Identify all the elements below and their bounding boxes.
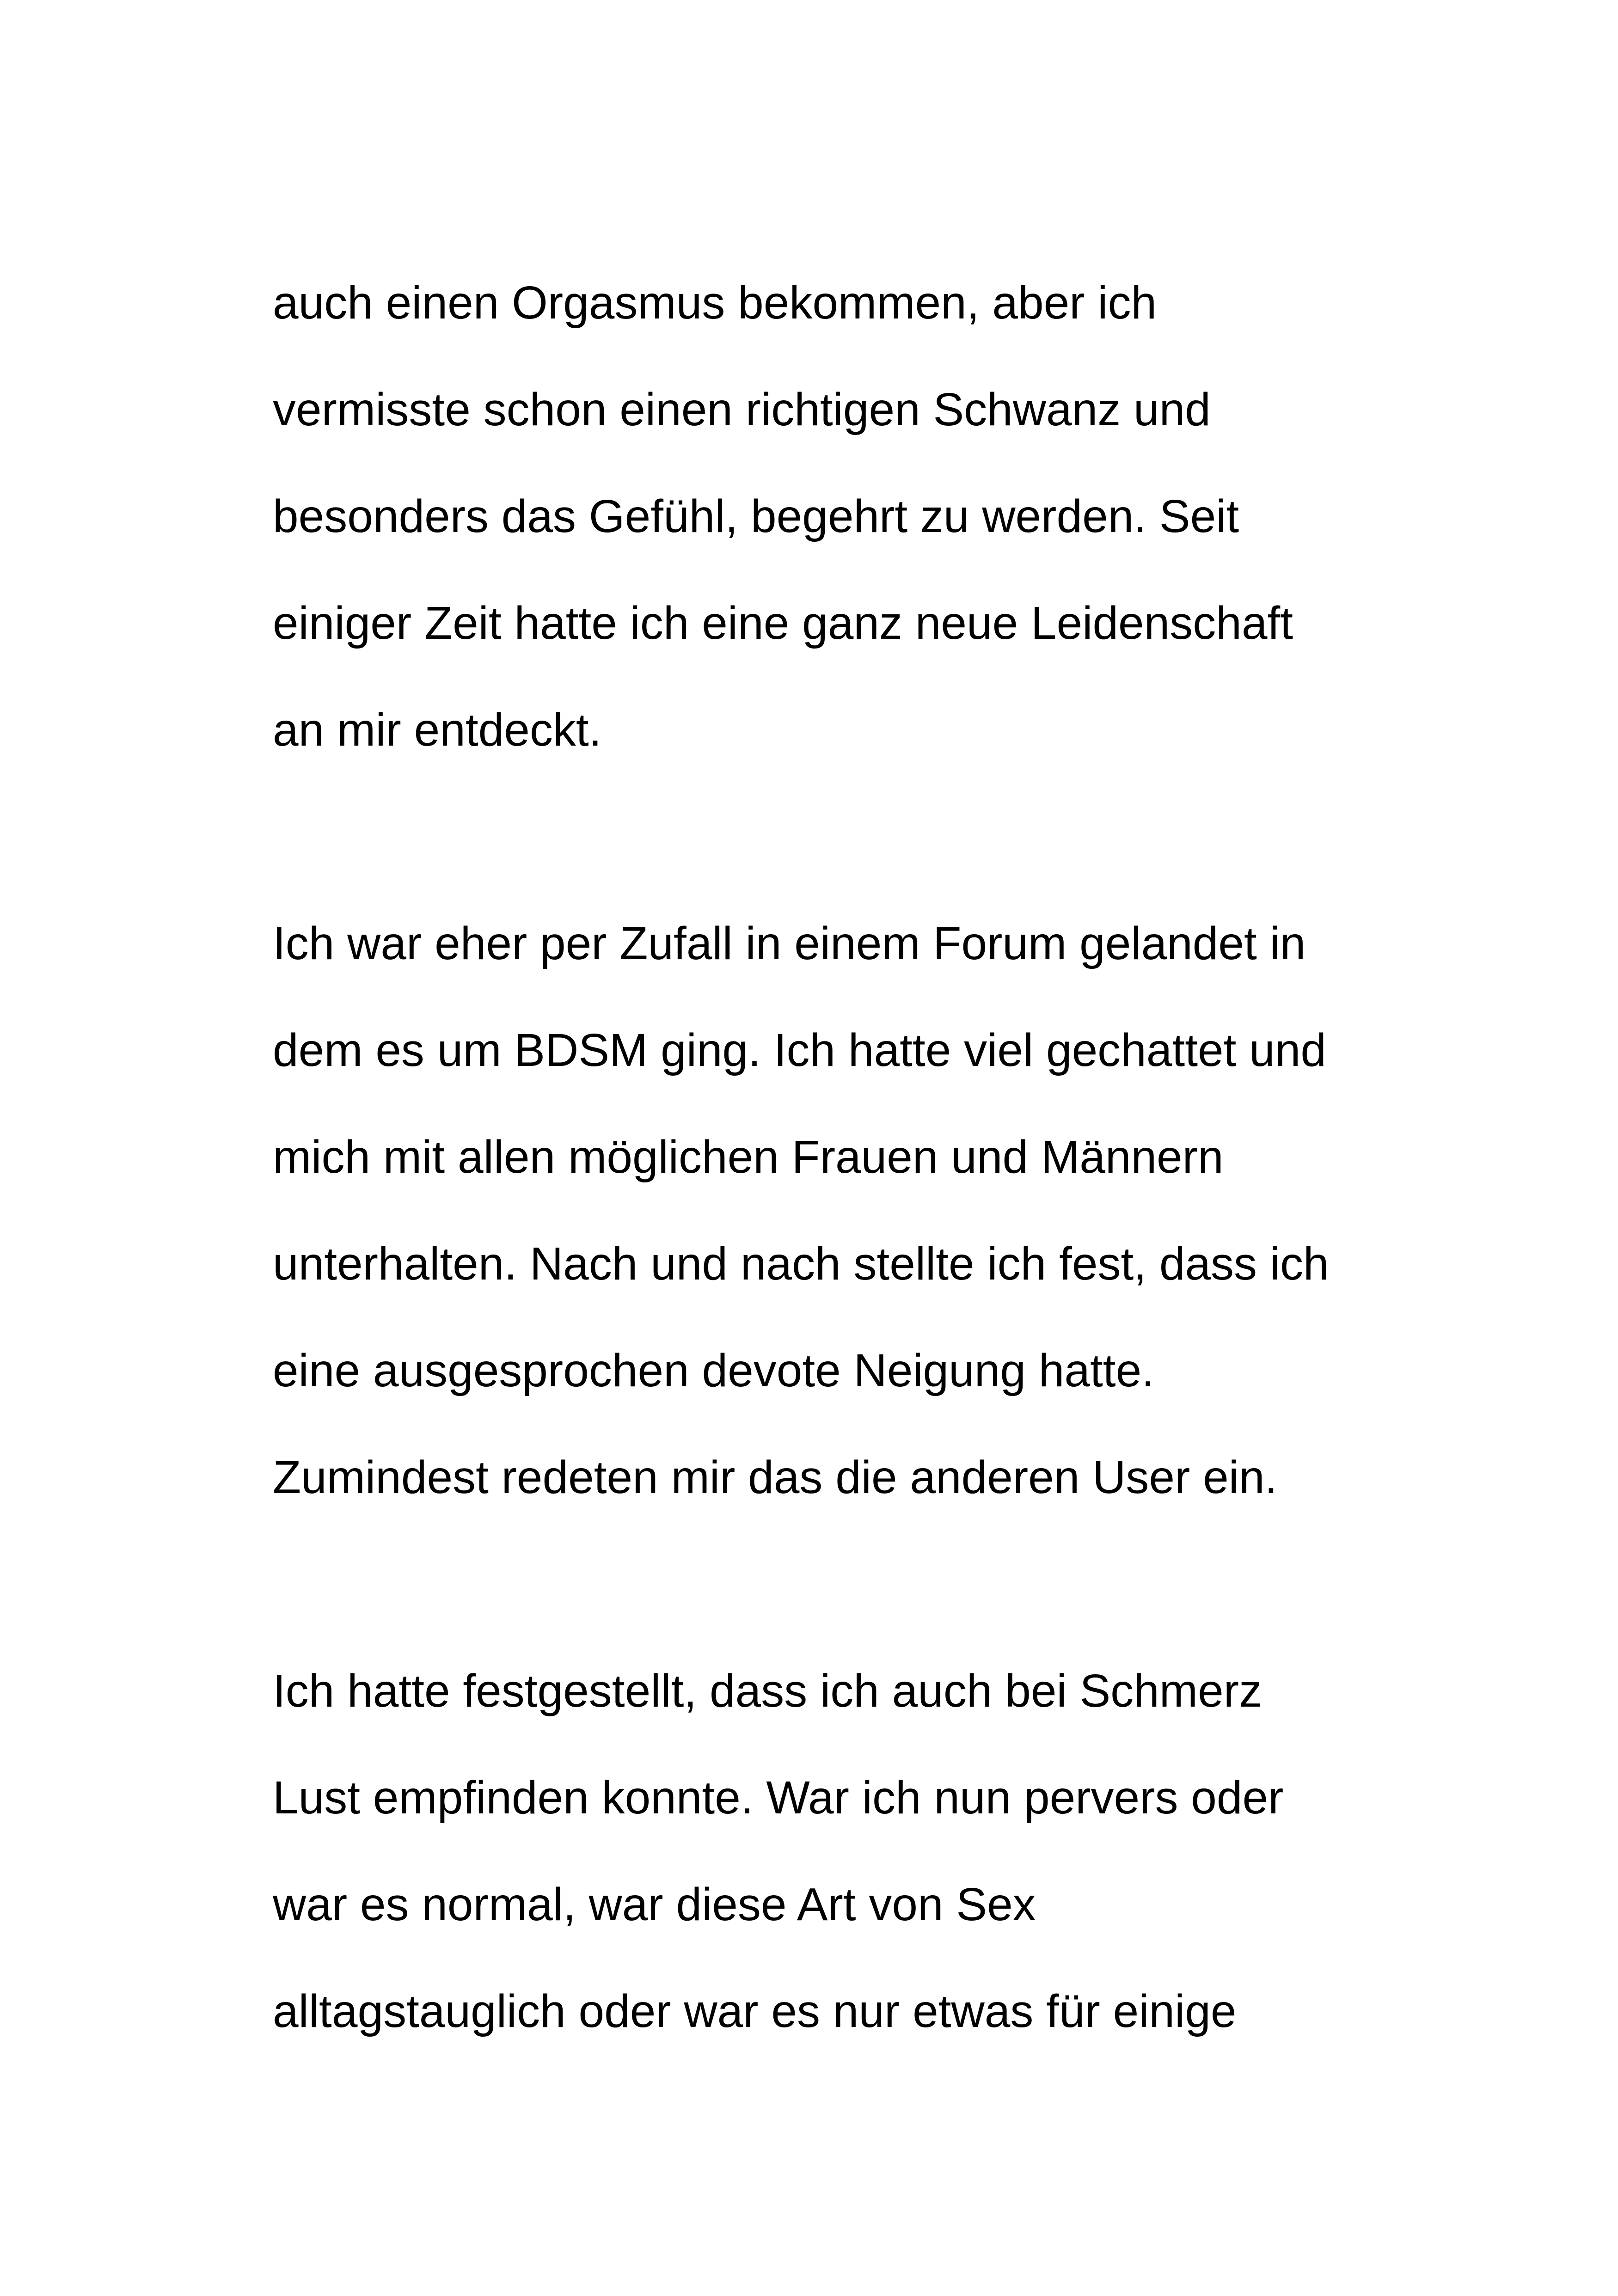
text-line: eine ausgesprochen devote Neigung hatte. xyxy=(273,1345,1154,1396)
text-line: vermisste schon einen richtigen Schwanz und xyxy=(273,384,1211,435)
text-line: war es normal, war diese Art von Sex xyxy=(273,1879,1036,1930)
text-line: dem es um BDSM ging. Ich hatte viel gechattet und xyxy=(273,1024,1327,1076)
paragraph-2 xyxy=(273,890,1498,1531)
paragraph-3 xyxy=(273,1638,1498,2065)
text-line: an mir entdeckt. xyxy=(273,704,602,756)
text-line: besonders das Gefühl, begehrt zu werden. Seit xyxy=(273,490,1239,542)
paragraph-1 xyxy=(273,250,1498,784)
text-line: Zumindest redeten mir das die anderen User ein. xyxy=(273,1451,1278,1503)
text-line: mich mit allen möglichen Frauen und Männern xyxy=(273,1131,1224,1183)
text-line: alltagstauglich oder war es nur etwas für einige xyxy=(273,1985,1237,2037)
body-text xyxy=(273,250,1498,2065)
paragraph-spacer xyxy=(273,1531,1498,1638)
text-line: einiger Zeit hatte ich eine ganz neue Leidenschaft xyxy=(273,597,1293,649)
text-line: auch einen Orgasmus bekommen, aber ich xyxy=(273,277,1157,329)
text-line: Lust empfinden konnte. War ich nun pervers oder xyxy=(273,1772,1284,1824)
text-line: unterhalten. Nach und nach stellte ich fest, dass ich xyxy=(273,1238,1329,1290)
text-line: Ich hatte festgestellt, dass ich auch bei Schmerz xyxy=(273,1665,1262,1717)
paragraph-spacer xyxy=(273,784,1498,890)
text-line: Ich war eher per Zufall in einem Forum gelandet in xyxy=(273,918,1306,969)
